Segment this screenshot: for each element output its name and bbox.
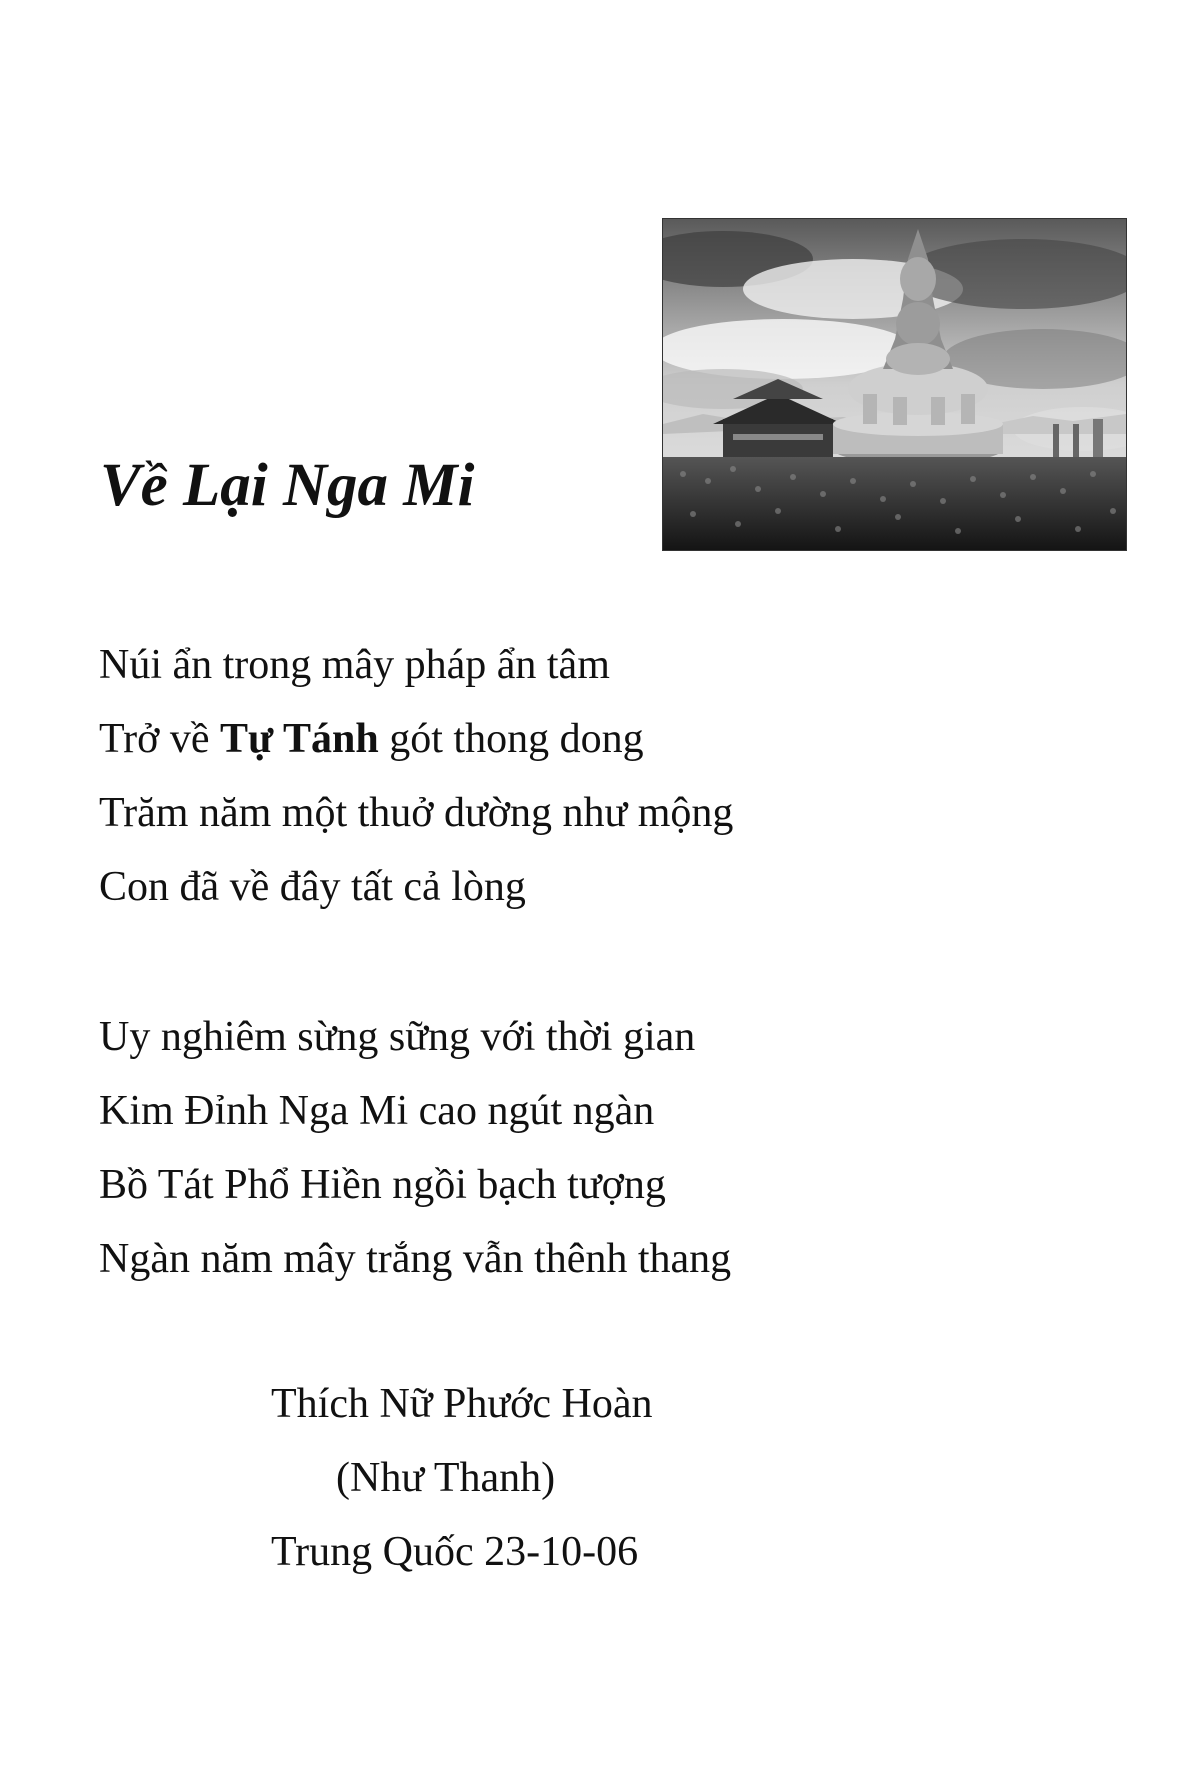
poem-line <box>99 702 733 776</box>
poem-line-bold: Tự Tánh <box>220 716 379 762</box>
poem-line: Kim Đỉnh Nga Mi cao ngút ngàn <box>99 1088 655 1134</box>
signature-block <box>271 1367 653 1589</box>
poem-line-pre: Trở về <box>99 716 221 762</box>
pen-name: (Như Thanh) <box>336 1455 556 1501</box>
stanza-2 <box>99 1000 731 1296</box>
poem-line-post: gót thong dong <box>378 716 644 762</box>
poem-line: Con đã về đây tất cả lòng <box>99 864 526 910</box>
poem-line: Bồ Tát Phổ Hiền ngồi bạch tượng <box>99 1162 666 1208</box>
author-name: Thích Nữ Phước Hoàn <box>271 1381 653 1427</box>
buddha-statue-photo-icon <box>662 218 1127 551</box>
poem-line: Núi ẩn trong mây pháp ẩn tâm <box>99 642 610 688</box>
stanza-1 <box>99 628 733 924</box>
poem-title: Về Lại Nga Mi <box>100 452 475 519</box>
poem-line: Uy nghiêm sừng sững với thời gian <box>99 1014 696 1060</box>
place-date: Trung Quốc 23-10-06 <box>271 1529 639 1575</box>
poem-line: Ngàn năm mây trắng vẫn thênh thang <box>99 1236 732 1282</box>
poem-line: Trăm năm một thuở dường như mộng <box>99 790 734 836</box>
